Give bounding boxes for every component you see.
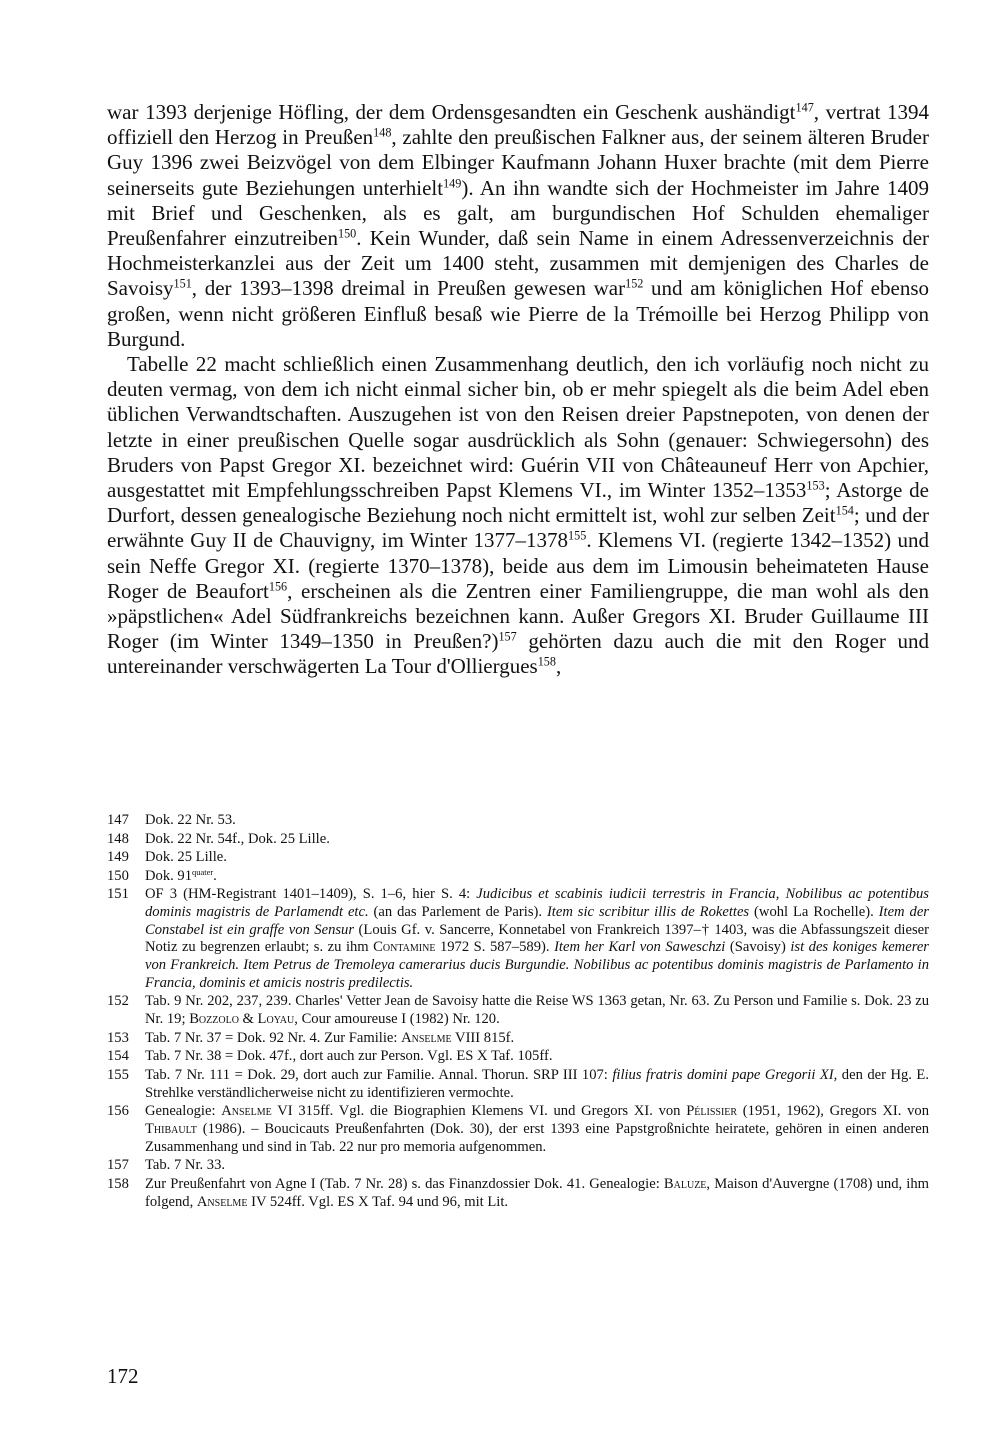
text-run: VIII 815f.: [451, 1029, 515, 1046]
footnote-ref: 147: [795, 100, 814, 115]
text-run: Genealogie:: [145, 1103, 222, 1120]
text-run: , Cour amoureuse I (1982) Nr. 120.: [294, 1011, 500, 1028]
text-run: (an das Parlement de Paris).: [368, 904, 547, 921]
footnote-ref: 155: [568, 528, 587, 543]
author-name: Anselme: [401, 1029, 452, 1046]
text-run: , vertrat 1394 offiziell den Herzog in Preußen: [107, 100, 930, 150]
footnote-ref: 152: [625, 276, 644, 291]
footnote-number: 149: [107, 849, 129, 866]
author-name: Baluze: [663, 1175, 707, 1192]
footnotes: [107, 812, 929, 1212]
author-name: Contamine: [373, 939, 436, 956]
text-run: Tabelle 22 macht schließlich einen Zusammenhang deutlich, den ich vorläufig noch nicht zu deuten vermag, von dem ich nicht einmal sicher bin, ob er mehr spiegelt als die beim Adel eben üblichen Verwandtschaften. Auszugehen ist von den Reisen dreier Papstnepoten, von denen der letzte in einer preußischen Quelle sogar ausdrücklich als Sohn (genauer: Schwiegersohn) des Bruders von Papst Gregor XI. bezeichnet wird: Guérin VII von Châteauneuf Herr von Apchier, ausgestattet mit Empfehlungsschreiben Papst Klemens VI., im Winter 1352–1353: [107, 352, 929, 503]
footnote-text: [145, 868, 929, 886]
text-run: Zur Preußenfahrt von Agne I (Tab. 7 Nr. 28) s. das Finanzdossier Dok. 41. Genealogie:: [145, 1175, 664, 1192]
footnote-number: 157: [107, 1157, 129, 1174]
text-run: Dok. 91: [145, 867, 193, 884]
footnote-ref: 158: [537, 654, 556, 669]
footnote-158: [107, 1176, 929, 1211]
text-run: (Savoisy): [725, 939, 791, 956]
text-run: 1972 S. 587–589).: [435, 939, 555, 956]
italic-quote: Item her Karl von Saweschzi: [554, 939, 726, 956]
author-name: Bozzolo & Loyau: [189, 1011, 295, 1028]
text-run: (1951, 1962), Gregors XI. von: [737, 1103, 929, 1120]
footnote-152: [107, 993, 929, 1028]
text-run: ). An ihn wandte sich der Hochmeister im Jahre 1409 mit Brief und Geschenken, als es galt, am burgundischen Hof Schulden ehemaliger Preußenfahrer einzutreiben: [107, 175, 930, 251]
footnote-number: 156: [107, 1103, 129, 1120]
text-run: den der Hg. E. Strehlke verständlicherweise nicht zu identifizieren vermochte.: [145, 1066, 929, 1101]
text-run: und am königlichen Hof ebenso großen, wenn nicht größeren Einfluß besaß wie Pierre de la Trémoille bei Herzog Philipp von Burgund.: [107, 276, 929, 351]
text-run: IV 524ff. Vgl. ES X Taf. 94 und 96, mit Lit.: [247, 1193, 509, 1210]
footnote-147: [107, 812, 929, 830]
footnote-text: [145, 993, 929, 1028]
text-run: Dok. 22 Nr. 53.: [145, 812, 236, 828]
superscript: quater: [192, 866, 214, 877]
footnote-155: [107, 1067, 929, 1102]
italic-quote: filius fratris domini pape Gregorii XI,: [612, 1066, 838, 1083]
text-run: (Louis Gf. v. Sancerre, Konnetabel von Frankreich 1397–† 1403, was die Abfassungszeit dieser Notiz zu begrenzen erlaubt; s. zu ihm: [145, 921, 929, 956]
italic-quote: Judicibus et scabinis iudicii terrestris in Francia, Nobilibus ac potentibus dominis magistris de Parlamendt etc.: [145, 886, 929, 921]
footnote-number: 155: [107, 1066, 129, 1083]
text-run: Tab. 7 Nr. 37 = Dok. 92 Nr. 4. Zur Familie:: [145, 1029, 402, 1046]
text-run: (1986). – Boucicauts Preußenfahrten (Dok. 30), der erst 1393 eine Papstgroßnichte heiratete, gehören in einen anderen Zusammenhang und sind in Tab. 22 nur pro memoria aufgenommen.: [145, 1120, 929, 1155]
main-text: [107, 100, 929, 680]
footnote-149: [107, 849, 929, 867]
footnote-number: 147: [107, 812, 129, 828]
footnote-text: [145, 1103, 929, 1156]
footnote-154: [107, 1048, 929, 1066]
footnote-150: [107, 868, 929, 886]
footnote-ref: 156: [268, 579, 288, 594]
text-run: . Kein Wunder, daß sein Name in einem Adressenverzeichnis der Hochmeisterkanzlei aus der Zeit um 1400 steht, zusammen mit demjenigen des Charles de Savoisy: [107, 226, 930, 301]
footnote-153: [107, 1030, 929, 1048]
italic-quote: Item sic scribitur illis de Rokettes: [546, 904, 750, 921]
text-run: gehörten dazu auch die mit den Roger und untereinander verschwägerten La Tour d'Olliergues: [107, 629, 929, 679]
footnote-number: 154: [107, 1048, 129, 1065]
author-name: Anselme: [221, 1103, 272, 1120]
text-run: Dok. 22 Nr. 54f., Dok. 25 Lille.: [145, 830, 330, 847]
footnote-text: [145, 886, 929, 992]
text-run: Tab. 7 Nr. 33.: [145, 1157, 226, 1174]
paragraph-2: [107, 352, 929, 680]
paragraph-1: [107, 100, 929, 352]
text-run: Dok. 25 Lille.: [145, 849, 227, 866]
footnote-ref: 154: [835, 503, 854, 518]
text-run: , Maison d'Auvergne (1708) und, ihm folgend,: [145, 1175, 929, 1210]
footnote-text: [145, 1157, 929, 1175]
footnote-ref: 148: [373, 125, 392, 140]
footnote-ref: 149: [443, 176, 462, 191]
text-run: (wohl La Rochelle).: [749, 904, 879, 921]
text-run: ,: [555, 654, 562, 679]
footnote-text: [145, 1030, 929, 1048]
footnote-text: [145, 831, 929, 849]
footnote-157: [107, 1157, 929, 1175]
footnote-text: [145, 1067, 929, 1102]
footnote-148: [107, 831, 929, 849]
text-run: .: [213, 867, 217, 884]
italic-quote: ist des koniges kemerer von Frankreich. Item Petrus de Tremoleya camerarius ducis Burgundie. Nobilibus ac potentibus dominis magistris de Parlamento in Francia, dominis et amicis nostris predilectis.: [145, 939, 929, 991]
italic-quote: Item der Constabel ist ein graffe von Sensur: [145, 904, 929, 938]
text-run: . Klemens VI. (regierte 1342–1352) und sein Neffe Gregor XI. (regierte 1370–1378), beide aus dem im Limousin beheimateten Hause Roger de Beaufort: [107, 528, 929, 603]
text-run: ; und der erwähnte Guy II de Chauvigny, im Winter 1377–1378: [107, 503, 929, 553]
footnote-text: [145, 812, 929, 830]
footnote-number: 151: [107, 886, 129, 903]
page-number: 172: [107, 1364, 139, 1388]
text-run: VI 315ff. Vgl. die Biographien Klemens VI. und Gregors XI. von: [271, 1103, 687, 1120]
footnote-number: 148: [107, 830, 129, 847]
text-run: OF 3 (HM-Registrant 1401–1409), S. 1–6, hier S. 4:: [145, 886, 477, 903]
text-run: Tab. 9 Nr. 202, 237, 239. Charles' Vetter Jean de Savoisy hatte die Reise WS 1363 getan, Nr. 63. Zu Person und Familie s. Dok. 23 zu Nr. 19;: [145, 993, 929, 1028]
text-run: Tab. 7 Nr. 38 = Dok. 47f., dort auch zur Person. Vgl. ES X Taf. 105ff.: [145, 1048, 553, 1065]
footnote-ref: 157: [498, 629, 517, 644]
footnote-ref: 150: [338, 226, 357, 241]
text-run: , erscheinen als die Zentren einer Familiengruppe, die man wohl als den »päpstlichen« Adel Südfrankreichs bezeichnen kann. Außer Gregors XI. Bruder Guillaume III Roger (im Winter 1349–1350 in Preußen?): [107, 578, 929, 654]
footnote-ref: 153: [806, 478, 825, 493]
text-run: ; Astorge de Durfort, dessen genealogische Beziehung noch nicht ermittelt ist, wohl zur selben Zeit: [107, 478, 929, 528]
footnote-number: 150: [107, 867, 129, 884]
text-run: , der 1393–1398 dreimal in Preußen gewesen war: [191, 276, 626, 301]
text-run: Tab. 7 Nr. 111 = Dok. 29, dort auch zur Familie. Annal. Thorun. SRP III 107:: [145, 1066, 613, 1083]
footnote-text: [145, 1048, 929, 1066]
footnote-text: [145, 849, 929, 867]
footnote-151: [107, 886, 929, 992]
author-name: Thibault: [145, 1120, 197, 1137]
footnote-number: 152: [107, 993, 129, 1010]
footnote-number: 158: [107, 1175, 129, 1192]
footnote-156: [107, 1103, 929, 1156]
author-name: Pélissier: [686, 1103, 738, 1120]
author-name: Anselme: [196, 1193, 248, 1210]
footnote-number: 153: [107, 1029, 129, 1046]
text-run: war 1393 derjenige Höfling, der dem Ordensgesandten ein Geschenk aushändigt: [107, 100, 796, 124]
footnote-text: [145, 1176, 929, 1211]
footnote-ref: 151: [173, 276, 192, 291]
text-run: , zahlte den preußischen Falkner aus, der seinem älteren Bruder Guy 1396 zwei Beizvögel von dem Elbinger Kaufmann Johann Huxer brachte (mit dem Pierre seinerseits gute Beziehungen unterhielt: [107, 125, 929, 200]
